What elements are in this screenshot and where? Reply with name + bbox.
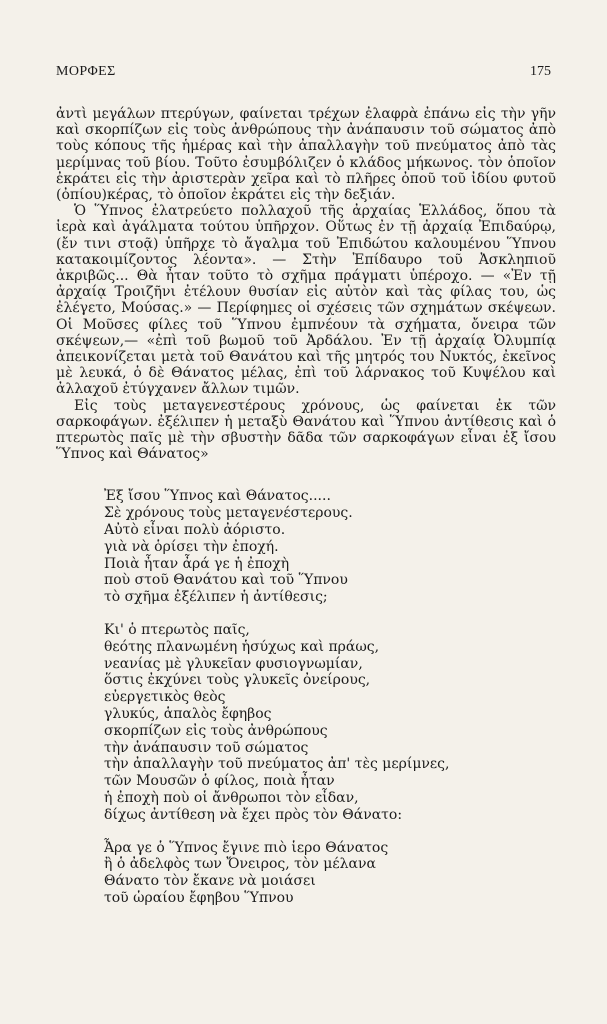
poem-line: Ἆρα γε ὁ Ὕπνος ἔγινε πιὸ ἱερο Θάνατος bbox=[104, 839, 389, 856]
prose-section bbox=[56, 106, 556, 462]
poem-line: Ἐξ ἴσου Ὕπνος καὶ Θάνατος..... bbox=[104, 488, 331, 505]
poem-line: δίχως ἀντίθεση νὰ ἔχει πρὸς τὸν Θάνατο: bbox=[104, 806, 403, 823]
poem-line: γλυκύς, ἁπαλὸς ἔφηβος bbox=[104, 706, 272, 723]
poem-line: τὴν ἀνάπαυσιν τοῦ σώματος bbox=[104, 739, 309, 756]
stanza-1 bbox=[104, 488, 524, 606]
stanza-3 bbox=[104, 840, 524, 907]
poem-line: Κι' ὁ πτερωτὸς παῖς, bbox=[104, 622, 250, 639]
poem-line: Θάνατο τὸν ἔκανε νὰ μοιάσει bbox=[104, 873, 316, 890]
poem-line: τοῦ ὡραίου ἔφηβου Ὕπνου bbox=[104, 890, 294, 906]
poem-line: σκορπίζων εἰς τοὺς ἀνθρώπους bbox=[104, 722, 328, 739]
poem bbox=[104, 488, 524, 906]
page-header bbox=[56, 62, 561, 88]
poem-line: θεότης πλανωμένη ἡσύχως καὶ πράως, bbox=[104, 638, 380, 655]
poem-line: τῶν Μουσῶν ὁ φίλος, ποιὰ ἦταν bbox=[104, 773, 335, 790]
poem-line: ἡ ἐποχὴ ποὺ οἱ ἄνθρωποι τὸν εἶδαν, bbox=[104, 790, 359, 807]
stanza-2 bbox=[104, 622, 524, 824]
poem-line: ποὺ στοῦ Θανάτου καὶ τοῦ Ὕπνου bbox=[104, 572, 348, 589]
poem-line: εὐεργετικὸς θεὸς bbox=[104, 689, 226, 706]
running-title: ΜΟΡΦΕΣ bbox=[56, 64, 116, 79]
poem-line: Ποιὰ ἦταν ἆρά γε ἡ ἐποχὴ bbox=[104, 555, 290, 572]
paragraph-2: Ὁ Ὕπνος ἐλατρεύετο πολλαχοῦ τῆς ἀρχαίας Ἑλλάδος, ὅπου τὰ ἱερὰ καὶ ἀγάλματα τούτου ὑπῆρχον. Οὕτως ἐν τῇ ἀρχαίᾳ Ἐπιδαύρῳ, (ἔν τινι στοᾷ) ὑπῆρχε τὸ ἄγαλμα τοῦ Ἐπιδώτου καλουμένου Ὕπνου κατακοιμίζοντος λέοντα». — Στὴν Ἐπίδαυρο τοῦ Ἀσκληπιοῦ ἀκριβῶς... Θὰ ἦταν τοῦτο τὸ σχῆμα πράγματι ὑπέροχο. — «Ἐν τῇ ἀρχαίᾳ Τροιζῆνι ἐτέλουν θυσίαν εἰς αὐτὸν καὶ τὰς φίλας του, ὡς ἐλέγετο, Μούσας.» — Περίφημες οἱ σχέσεις τῶν σχημάτων σκέψεων. Οἱ Μοῦσες φίλες τοῦ Ὕπνου ἐμπνέουν τὰ σχήματα, ὄνειρα τῶν σκέψεων,— «ἐπὶ τοῦ βωμοῦ τοῦ Ἀρδάλου. Ἐν τῇ ἀρχαίᾳ Ὀλυμπίᾳ ἀπεικονίζεται μετὰ τοῦ Θανάτου καὶ τῆς μητρός του Νυκτός, ἐκεῖνος μὲ λευκά, ὁ δὲ Θάνατος μέλας, ἐπὶ τοῦ λάρνακος τοῦ Κυψέλου καὶ ἀλλαχοῦ ἐτύγχανεν ἄλλων τιμῶν. bbox=[56, 203, 556, 398]
page-number: 175 bbox=[530, 64, 551, 79]
poem-line: τὴν ἀπαλλαγὴν τοῦ πνεύματος ἀπ' τὲς μερίμνες, bbox=[104, 756, 450, 773]
paragraph-3: Εἰς τοὺς μεταγενεστέρους χρόνους, ὡς φαίνεται ἐκ τῶν σαρκοφάγων. ἐξέλιπεν ἡ μεταξὺ Θανάτου καὶ Ὕπνου ἀντίθεσις καὶ ὁ πτερωτὸς παῖς μὲ τὴν σβυστὴν δᾶδα τῶν σαρκοφάγων εἶναι ἐξ ἴσου Ὕπνος καὶ Θάνατος» bbox=[56, 397, 556, 463]
poem-line: τὸ σχῆμα ἐξέλιπεν ἡ ἀντίθεσις; bbox=[104, 589, 328, 606]
paragraph-1: ἀντὶ μεγάλων πτερύγων, φαίνεται τρέχων ἐλαφρὰ ἐπάνω εἰς τὴν γῆν καὶ σκορπίζων εἰς τοὺς ἀνθρώπους τὴν ἀνάπαυσιν τοῦ σώματος ἀπὸ τοὺς κόπους τῆς ἡμέρας καὶ τὴν ἀπαλλαγὴν τοῦ πνεύματος ἀπὸ τὰς μερίμνας τοῦ βίου. Τοῦτο ἐσυμβόλιζεν ὁ κλάδος μήκωνος. τὸν ὁποῖον ἐκράτει εἰς τὴν ἀριστερὰν χεῖρα καὶ τὸ πλῆρες ὀποῦ τοῦ ἰδίου φυτοῦ (ὀπίου)κέρας, τὸ ὁποῖον ἐκράτει εἰς τὴν δεξιάν. bbox=[56, 106, 556, 204]
poem-line: νεανίας μὲ γλυκεῖαν φυσιογνωμίαν, bbox=[104, 655, 363, 672]
poem-line: Σὲ χρόνους τοὺς μεταγενέστερους. bbox=[104, 505, 353, 522]
poem-line: ἢ ὁ ἀδελφὸς των Ὄνειρος, τὸν μέλανα bbox=[104, 856, 376, 873]
poem-line: ὅστις ἐκχύνει τοὺς γλυκεῖς ὀνείρους, bbox=[104, 672, 371, 689]
poem-line: Αὐτὸ εἶναι πολὺ ἀόριστο. bbox=[104, 522, 286, 539]
poem-line: γιὰ νὰ ὁρίσει τὴν ἐποχή. bbox=[104, 538, 279, 555]
